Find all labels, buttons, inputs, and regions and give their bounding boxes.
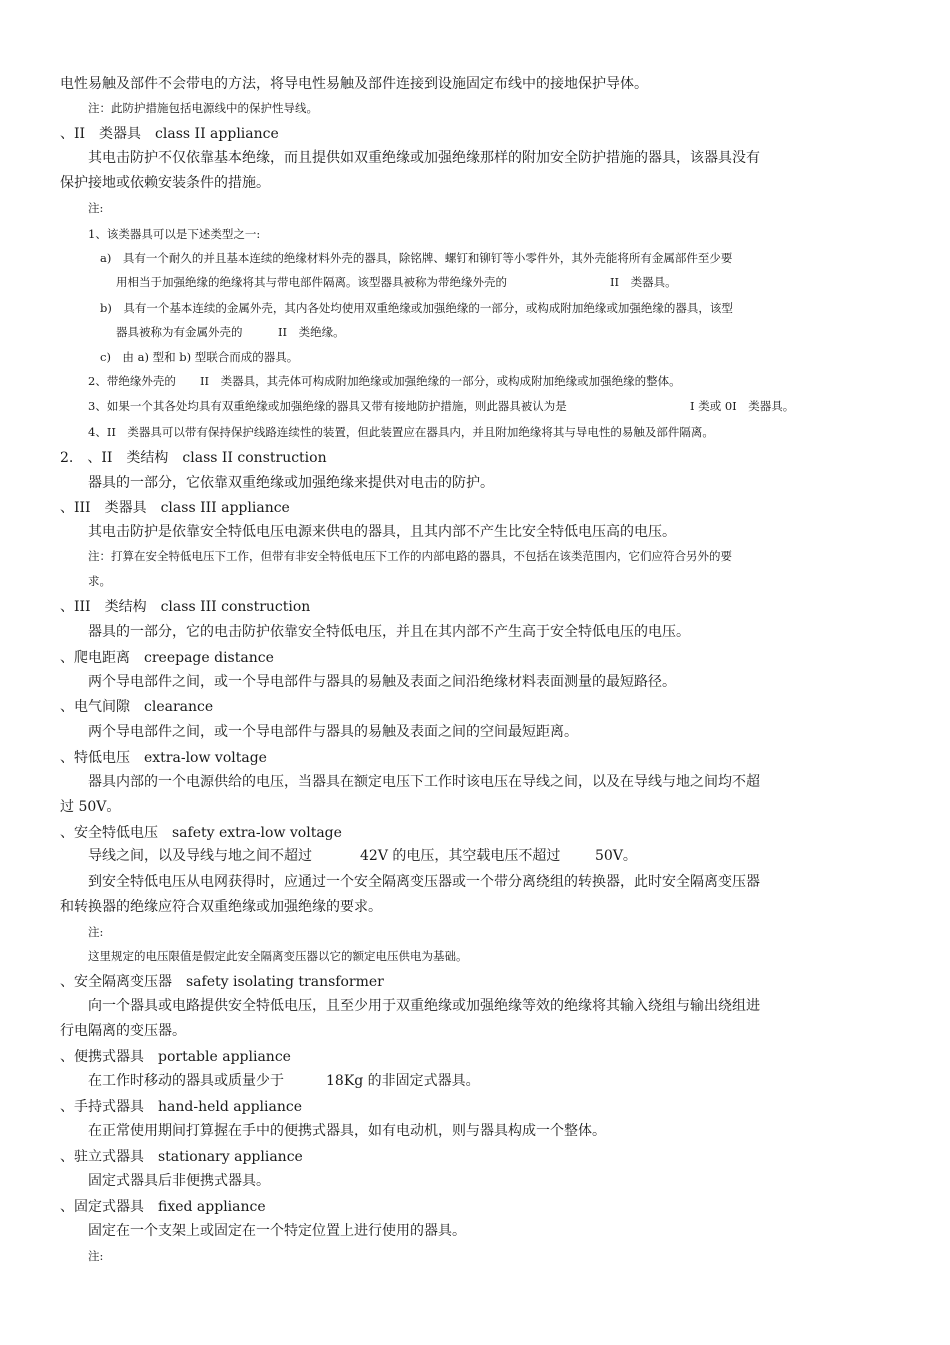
- text-line: 行电隔离的变压器。: [60, 1023, 186, 1039]
- text-line: 器具内部的一个电源供给的电压，当器具在额定电压下工作时该电压在导线之间，以及在导线与地之间均不超: [88, 774, 760, 790]
- text-line: 42V 的电压，其空载电压不超过: [360, 848, 561, 864]
- text-line: 过 50V。: [60, 799, 121, 815]
- note-line: 这里规定的电压限值是假定此安全隔离变压器以它的额定电压供电为基础。: [88, 949, 468, 963]
- section-heading: 2. 、II 类结构 class II construction: [60, 450, 327, 466]
- note-line: II 类绝缘。: [278, 325, 345, 339]
- note-line: b) 具有一个基本连续的金属外壳，其内各处均使用双重绝缘或加强绝缘的一部分，或构成附加绝缘或加强绝缘的器具，该型: [100, 301, 733, 315]
- text-line: 50V。: [595, 848, 637, 864]
- note-line: c) 由 a) 型和 b) 型联合而成的器具。: [100, 350, 299, 364]
- text-line: 在正常使用期间打算握在手中的便携式器具，如有电动机，则与器具构成一个整体。: [88, 1123, 606, 1139]
- text-line: 保护接地或依赖安装条件的措施。: [60, 175, 270, 191]
- note-line: I 类或 0I 类器具。: [690, 399, 795, 413]
- note-line: 注：此防护措施包括电源线中的保护性导线。: [88, 101, 318, 115]
- text-line: 两个导电部件之间，或一个导电部件与器具的易触及表面之间沿绝缘材料表面测量的最短路径。: [88, 674, 676, 690]
- text-line: 向一个器具或电路提供安全特低电压，且至少用于双重绝缘或加强绝缘等效的绝缘将其输入绕组与输出绕组进: [88, 998, 760, 1014]
- text-line: 18Kg 的非固定式器具。: [326, 1073, 480, 1089]
- text-line: 器具的一部分，它的电击防护依靠安全特低电压，并且在其内部不产生高于安全特低电压的电压。: [88, 624, 690, 640]
- text-line: 在工作时移动的器具或质量少于: [88, 1073, 284, 1089]
- note-line: 注:: [88, 925, 104, 939]
- text-line: 其电击防护是依靠安全特低电压电源来供电的器具，且其内部不产生比安全特低电压高的电压。: [88, 524, 676, 540]
- note-line: 4、II 类器具可以带有保持保护线路连续性的装置，但此装置应在器具内，并且附加绝缘将其与导电性的易触及部件隔离。: [88, 425, 714, 439]
- note-line: II 类器具，其壳体可构成附加绝缘或加强绝缘的一部分，或构成附加绝缘或加强绝缘的整体。: [200, 374, 681, 388]
- text-line: 其电击防护不仅依靠基本绝缘，而且提供如双重绝缘或加强绝缘那样的附加安全防护措施的器具，该器具没有: [88, 150, 760, 166]
- section-heading: 、电气间隙 clearance: [60, 699, 214, 715]
- section-heading: 、驻立式器具 stationary appliance: [60, 1149, 303, 1165]
- note-line: 注:: [88, 201, 104, 215]
- section-heading: 、特低电压 extra-low voltage: [60, 750, 267, 766]
- note-line: 器具被称为有金属外壳的: [116, 325, 243, 339]
- section-heading: 、II 类器具 class II appliance: [60, 126, 279, 142]
- section-heading: 、爬电距离 creepage distance: [60, 650, 274, 666]
- section-heading: 、便携式器具 portable appliance: [60, 1049, 291, 1065]
- section-heading: 、手持式器具 hand-held appliance: [60, 1099, 302, 1115]
- text-line: 固定在一个支架上或固定在一个特定位置上进行使用的器具。: [88, 1223, 466, 1239]
- note-line: 注:: [88, 1249, 104, 1263]
- section-heading: 、III 类结构 class III construction: [60, 599, 311, 615]
- note-line: a) 具有一个耐久的并且基本连续的绝缘材料外壳的器具，除铭牌、螺钉和铆钉等小零件外，其外壳能将所有金属部件至少要: [100, 251, 733, 265]
- note-line: 用相当于加强绝缘的绝缘将其与带电部件隔离。该型器具被称为带绝缘外壳的: [116, 275, 507, 289]
- text-line: 到安全特低电压从电网获得时，应通过一个安全隔离变压器或一个带分离绕组的转换器，此时安全隔离变压器: [88, 874, 760, 890]
- section-heading: 、安全隔离变压器 safety isolating transformer: [60, 974, 384, 990]
- note-line: II 类器具。: [610, 275, 677, 289]
- note-line: 1、该类器具可以是下述类型之一:: [88, 227, 261, 241]
- note-line: 2、带绝缘外壳的: [88, 374, 176, 388]
- text-line: 两个导电部件之间，或一个导电部件与器具的易触及表面之间的空间最短距离。: [88, 724, 578, 740]
- text-line: 电性易触及部件不会带电的方法，将导电性易触及部件连接到设施固定布线中的接地保护导体。: [60, 76, 648, 92]
- note-line: 3、如果一个其各处均具有双重绝缘或加强绝缘的器具又带有接地防护措施，则此器具被认为是: [88, 399, 567, 413]
- text-line: 固定式器具后非便携式器具。: [88, 1173, 270, 1189]
- section-heading: 、固定式器具 fixed appliance: [60, 1199, 266, 1215]
- text-line: 器具的一部分，它依靠双重绝缘或加强绝缘来提供对电击的防护。: [88, 475, 494, 491]
- note-line: 求。: [88, 574, 111, 588]
- text-line: 和转换器的绝缘应符合双重绝缘或加强绝缘的要求。: [60, 899, 382, 915]
- text-line: 导线之间，以及导线与地之间不超过: [88, 848, 312, 864]
- section-heading: 、III 类器具 class III appliance: [60, 500, 290, 516]
- note-line: 注：打算在安全特低电压下工作，但带有非安全特低电压下工作的内部电路的器具，不包括在该类范围内，它们应符合另外的要: [88, 549, 732, 563]
- section-heading: 、安全特低电压 safety extra-low voltage: [60, 825, 342, 841]
